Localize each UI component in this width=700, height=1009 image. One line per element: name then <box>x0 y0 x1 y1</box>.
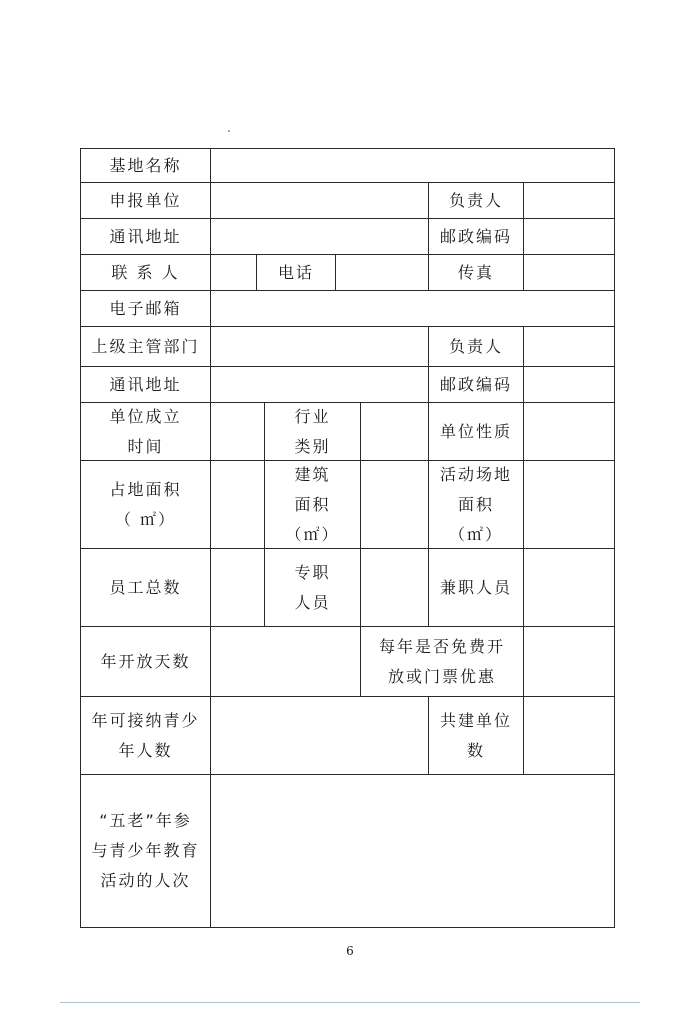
unit-nature-label: 单位性质 <box>429 403 524 461</box>
fax-field[interactable] <box>524 255 614 291</box>
building-area-label: 建筑 面积 （㎡） <box>265 461 361 549</box>
contact-person-field[interactable] <box>211 255 257 291</box>
phone-label: 电话 <box>257 255 336 291</box>
parttime-staff-field[interactable] <box>524 549 614 627</box>
cobuild-units-label: 共建单位 数 <box>429 697 524 775</box>
address-field[interactable] <box>211 219 429 255</box>
application-form-table <box>80 148 615 928</box>
fulltime-staff-field[interactable] <box>361 549 429 627</box>
open-days-field[interactable] <box>211 627 361 697</box>
founding-time-label: 单位成立 时间 <box>81 403 211 461</box>
supervisor-postcode-label: 邮政编码 <box>429 367 524 403</box>
email-label: 电子邮箱 <box>81 291 211 327</box>
supervisor-dept-field[interactable] <box>211 327 429 367</box>
applicant-responsible-field[interactable] <box>524 183 614 219</box>
base-name-field[interactable] <box>211 149 614 183</box>
base-name-label: 基地名称 <box>81 149 211 183</box>
supervisor-postcode-field[interactable] <box>524 367 614 403</box>
applicant-responsible-label: 负责人 <box>429 183 524 219</box>
total-staff-field[interactable] <box>211 549 265 627</box>
supervisor-responsible-label: 负责人 <box>429 327 524 367</box>
contact-person-label: 联 系 人 <box>81 255 211 291</box>
activity-area-field[interactable] <box>524 461 614 549</box>
address-label: 通讯地址 <box>81 219 211 255</box>
fulltime-staff-label: 专职 人员 <box>265 549 361 627</box>
cobuild-units-field[interactable] <box>524 697 614 775</box>
industry-category-label: 行业 类别 <box>265 403 361 461</box>
unit-nature-field[interactable] <box>524 403 614 461</box>
founding-time-field[interactable] <box>211 403 265 461</box>
industry-category-field[interactable] <box>361 403 429 461</box>
building-area-field[interactable] <box>361 461 429 549</box>
free-admission-label: 每年是否免费开 放或门票优惠 <box>361 627 524 697</box>
youth-capacity-label: 年可接纳青少 年人数 <box>81 697 211 775</box>
parttime-staff-label: 兼职人员 <box>429 549 524 627</box>
email-field[interactable] <box>211 291 614 327</box>
scan-speck <box>228 130 230 132</box>
total-staff-label: 员工总数 <box>81 549 211 627</box>
free-admission-field[interactable] <box>524 627 614 697</box>
supervisor-dept-label: 上级主管部门 <box>81 327 211 367</box>
applicant-unit-label: 申报单位 <box>81 183 211 219</box>
supervisor-responsible-field[interactable] <box>524 327 614 367</box>
open-days-label: 年开放天数 <box>81 627 211 697</box>
applicant-unit-field[interactable] <box>211 183 429 219</box>
bottom-rule <box>60 1002 640 1003</box>
phone-field[interactable] <box>336 255 429 291</box>
postcode-field[interactable] <box>524 219 614 255</box>
supervisor-address-label: 通讯地址 <box>81 367 211 403</box>
supervisor-address-field[interactable] <box>211 367 429 403</box>
activity-area-label: 活动场地 面积 （㎡） <box>429 461 524 549</box>
five-elders-label: “五老”年参 与青少年教育 活动的人次 <box>81 775 211 927</box>
fax-label: 传真 <box>429 255 524 291</box>
page-number: 6 <box>346 944 354 958</box>
land-area-label: 占地面积 （ ㎡） <box>81 461 211 549</box>
five-elders-field[interactable] <box>211 775 614 927</box>
land-area-field[interactable] <box>211 461 265 549</box>
youth-capacity-field[interactable] <box>211 697 429 775</box>
postcode-label: 邮政编码 <box>429 219 524 255</box>
